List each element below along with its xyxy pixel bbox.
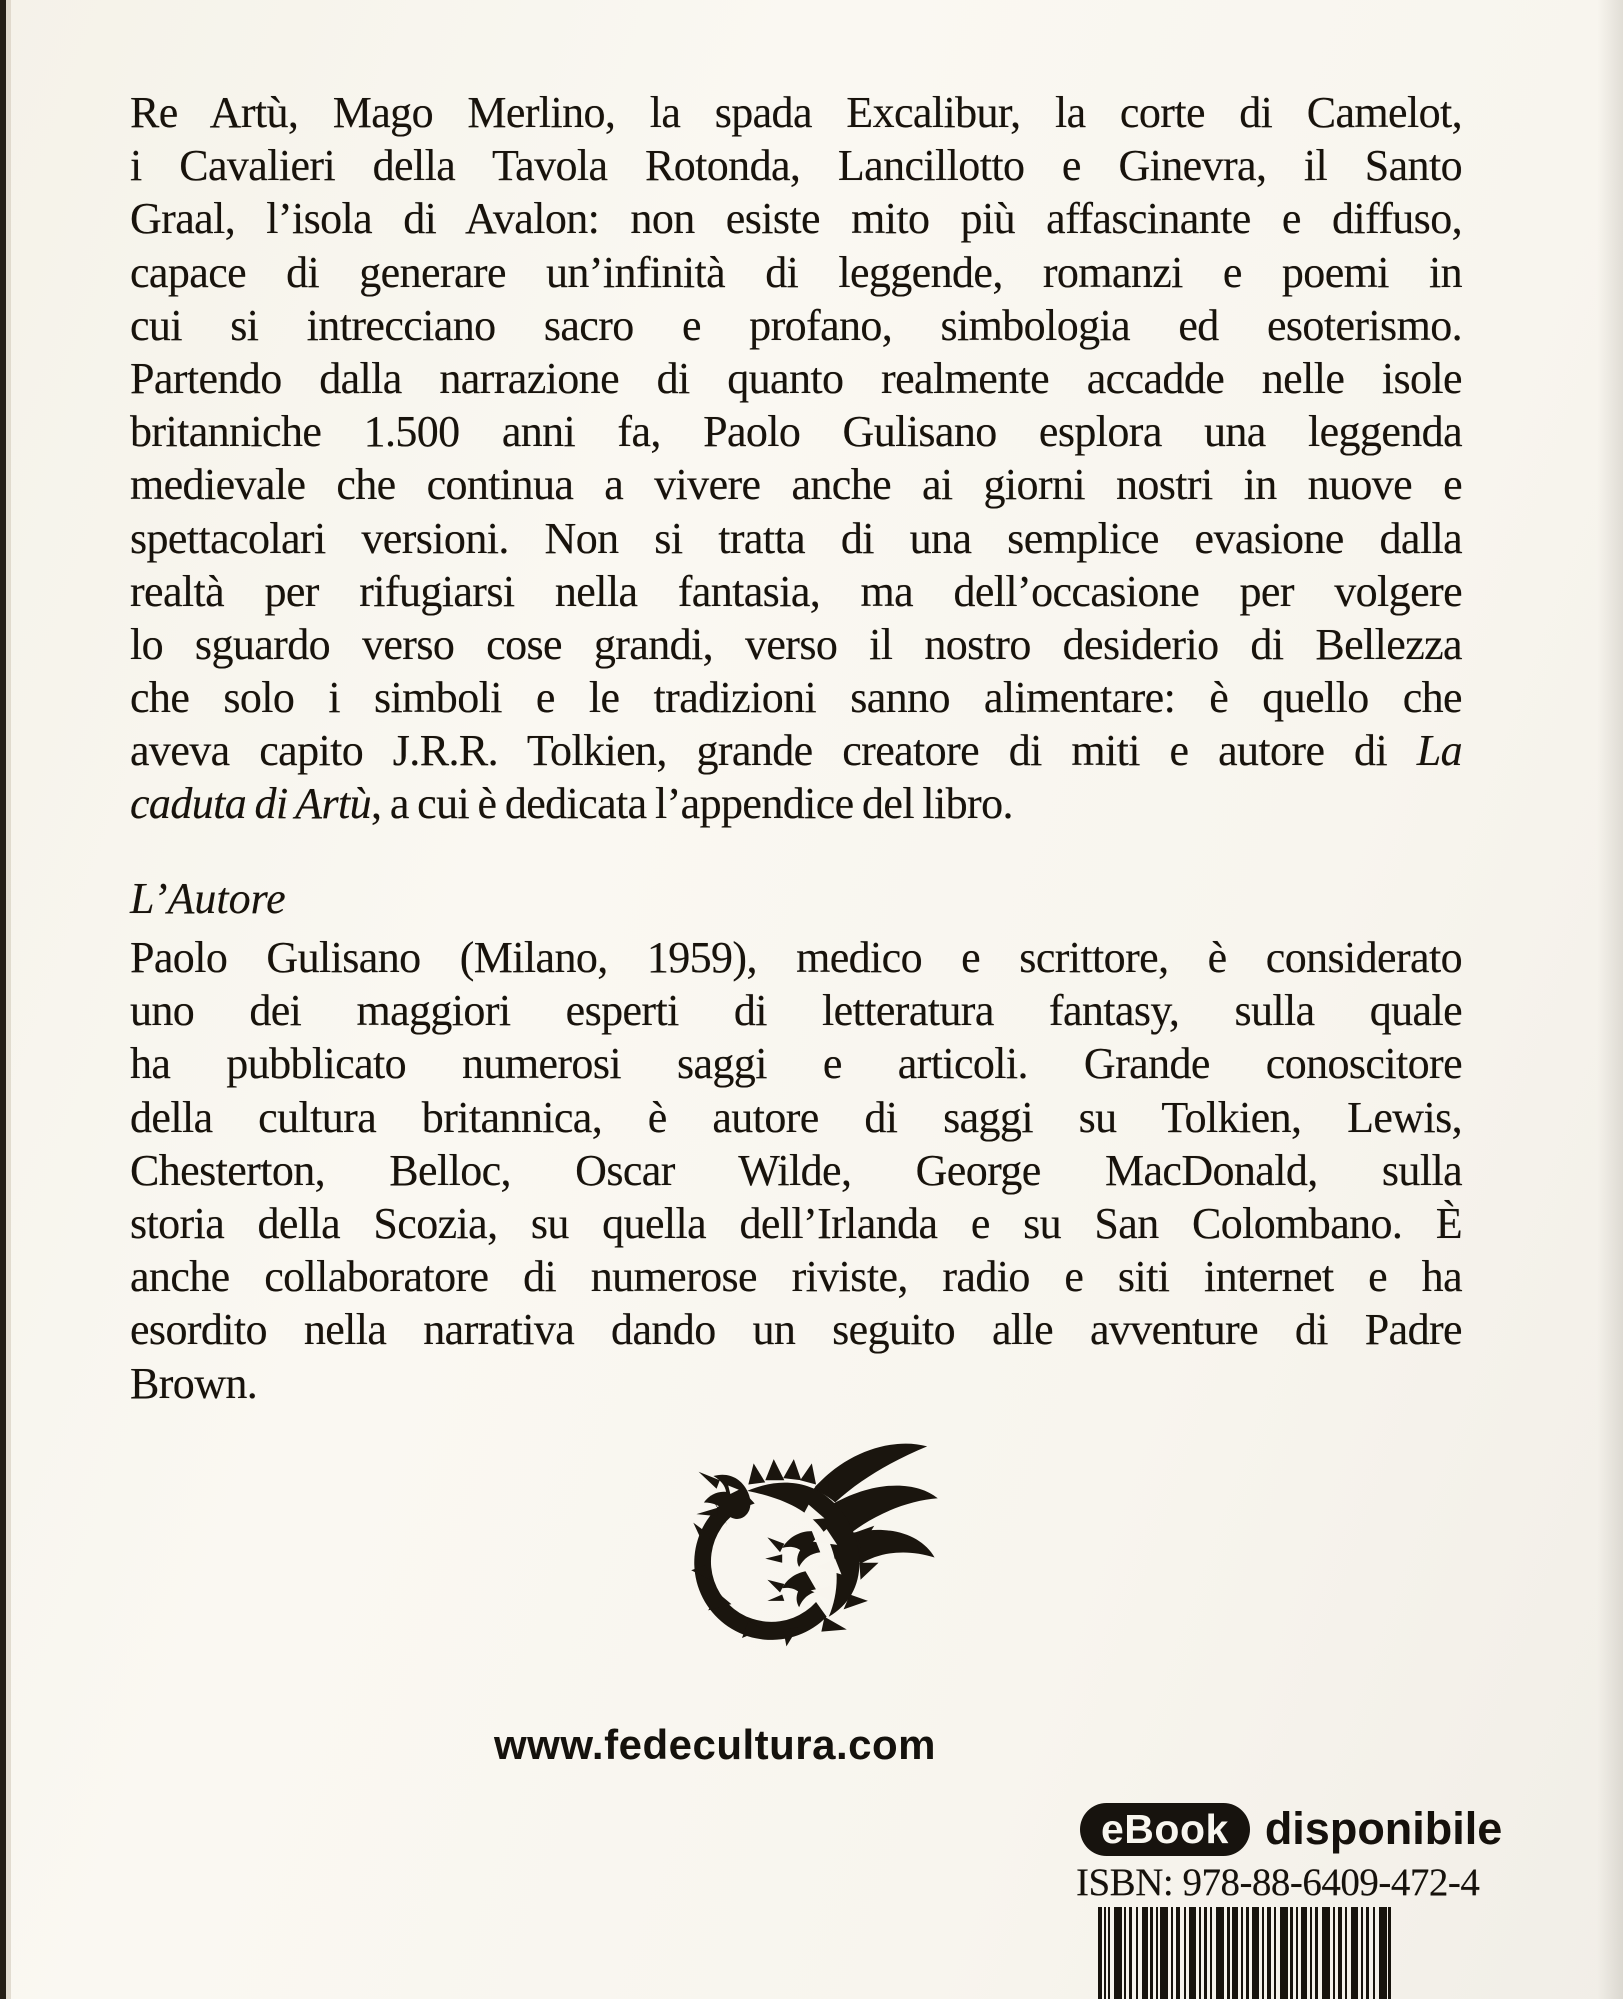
text-segment: esordito nella narrativa dando un seguito alle avventure di Padre bbox=[130, 1305, 1462, 1355]
text-segment: storia della Scozia, su quella dell’Irlanda e su San Colombano. È bbox=[130, 1198, 1462, 1248]
text-segment: anche collaboratore di numerose riviste, radio e siti internet e ha bbox=[130, 1252, 1462, 1302]
barcode-bars-icon bbox=[1098, 1907, 1391, 1999]
text-segment: cui si intrecciano sacro e profano, simbologia ed esoterismo. bbox=[130, 300, 1462, 350]
author-section-heading: L’Autore bbox=[130, 874, 286, 923]
text-segment: aveva capito J.R.R. Tolkien, grande creatore di miti e autore di bbox=[130, 726, 1417, 776]
text-line bbox=[130, 1037, 1462, 1090]
text-segment: i Cavalieri della Tavola Rotonda, Lancillotto e Ginevra, il Santo bbox=[130, 141, 1462, 191]
text-segment: Partendo dalla narrazione di quanto realmente accadde nelle isole bbox=[130, 353, 1462, 403]
ean13-barcode bbox=[1098, 1907, 1391, 1999]
text-line bbox=[130, 1091, 1462, 1144]
text-line bbox=[130, 671, 1462, 724]
text-segment: Graal, l’isola di Avalon: non esiste mito più affascinante e diffuso, bbox=[130, 194, 1462, 244]
text-segment: Re Artù, Mago Merlino, la spada Excalibur, la corte di Camelot, bbox=[130, 88, 1462, 137]
text-line bbox=[130, 618, 1462, 671]
synopsis-paragraph bbox=[130, 86, 1462, 831]
text-segment: capace di generare un’infinità di leggende, romanzi e poemi in bbox=[130, 247, 1462, 297]
text-line bbox=[130, 139, 1462, 192]
text-line bbox=[130, 86, 1462, 139]
text-line bbox=[130, 1144, 1462, 1197]
text-line bbox=[130, 931, 1462, 984]
text-segment: Brown. bbox=[130, 1358, 258, 1408]
publisher-website: www.fedecultura.com bbox=[493, 1721, 937, 1768]
text-segment: , a cui è dedicata l’appendice del libro. bbox=[371, 779, 1013, 829]
text-line bbox=[130, 299, 1462, 352]
text-line bbox=[130, 1303, 1462, 1356]
text-line bbox=[130, 777, 1462, 830]
text-segment: Chesterton, Belloc, Oscar Wilde, George MacDonald, sulla bbox=[130, 1145, 1462, 1195]
ebook-availability-label: disponibile bbox=[1264, 1803, 1503, 1854]
italic-text-segment: La bbox=[1416, 726, 1462, 776]
text-line bbox=[130, 565, 1462, 618]
text-line bbox=[130, 1197, 1462, 1250]
ebook-badge: eBook bbox=[1080, 1803, 1250, 1856]
text-line bbox=[130, 984, 1462, 1037]
text-line bbox=[130, 724, 1462, 777]
text-segment: Paolo Gulisano (Milano, 1959), medico e scrittore, è considerato bbox=[130, 933, 1462, 982]
text-line bbox=[130, 246, 1462, 299]
text-line bbox=[130, 512, 1462, 565]
ebook-availability bbox=[1080, 1801, 1502, 1857]
text-segment: spettacolari versioni. Non si tratta di una semplice evasione dalla bbox=[130, 513, 1462, 563]
text-segment: realtà per rifugiarsi nella fantasia, ma dell’occasione per volgere bbox=[130, 566, 1462, 616]
dragon-icon bbox=[688, 1430, 942, 1648]
text-segment: della cultura britannica, è autore di saggi su Tolkien, Lewis, bbox=[130, 1092, 1462, 1142]
text-segment: uno dei maggiori esperti di letteratura fantasy, sulla quale bbox=[130, 986, 1462, 1036]
text-line bbox=[130, 405, 1462, 458]
text-segment: britanniche 1.500 anni fa, Paolo Gulisano esplora una leggenda bbox=[130, 407, 1462, 457]
scan-edge-left-soft bbox=[6, 0, 11, 1999]
text-line bbox=[130, 1357, 1462, 1410]
author-bio-paragraph bbox=[130, 931, 1462, 1410]
italic-text-segment: caduta di Artù bbox=[130, 779, 372, 829]
text-segment: medievale che continua a vivere anche ai giorni nostri in nuove e bbox=[130, 460, 1462, 510]
text-line bbox=[130, 192, 1462, 245]
text-segment: che solo i simboli e le tradizioni sanno alimentare: è quello che bbox=[130, 673, 1462, 723]
text-line bbox=[130, 458, 1462, 511]
dragon-logo bbox=[688, 1430, 942, 1648]
scan-shadow-right bbox=[1597, 0, 1623, 1999]
isbn-number: ISBN: 978-88-6409-472-4 bbox=[1076, 1861, 1480, 1904]
text-segment: ha pubblicato numerosi saggi e articoli. Grande conoscitore bbox=[130, 1039, 1462, 1089]
text-line bbox=[130, 1250, 1462, 1303]
text-line bbox=[130, 352, 1462, 405]
text-segment: lo sguardo verso cose grandi, verso il nostro desiderio di Bellezza bbox=[130, 619, 1462, 669]
